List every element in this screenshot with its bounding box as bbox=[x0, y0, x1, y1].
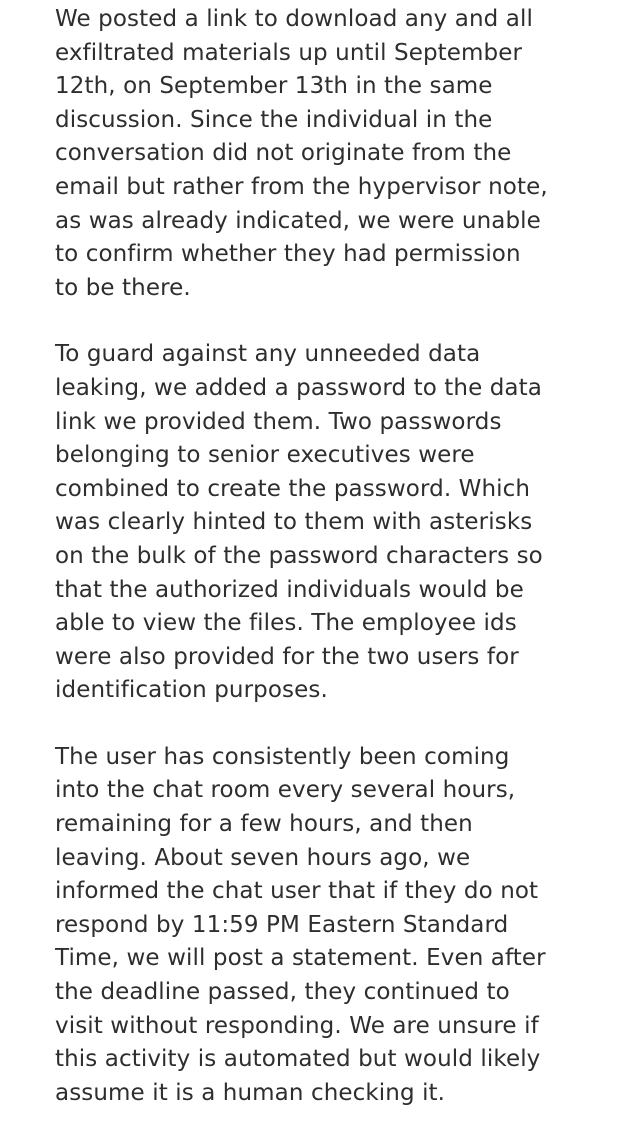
text-line: able to view the files. The employee ids bbox=[55, 610, 517, 637]
text-line: remaining for a few hours, and then bbox=[55, 811, 473, 838]
text-line: to be there. bbox=[55, 274, 191, 301]
text-line: assume it is a human checking it. bbox=[55, 1079, 446, 1106]
text-line: conversation did not originate from the bbox=[55, 140, 512, 167]
text-line: was clearly hinted to them with asterisks bbox=[55, 509, 533, 536]
text-line: leaking, we added a password to the data bbox=[55, 374, 542, 401]
text-line: to confirm whether they had permission bbox=[55, 241, 521, 268]
text-line: identification purposes. bbox=[55, 677, 328, 704]
paragraph-3 bbox=[55, 741, 615, 1111]
paragraph-1 bbox=[55, 3, 615, 305]
text-line: informed the chat user that if they do not bbox=[55, 878, 539, 905]
document-body bbox=[55, 3, 615, 1143]
text-line: We posted a link to download any and all bbox=[55, 6, 533, 32]
text-line: link we provided them. Two passwords bbox=[55, 408, 502, 435]
text-line: 12th, on September 13th in the same bbox=[55, 73, 493, 100]
text-line: visit without responding. We are unsure if bbox=[55, 1012, 539, 1039]
text-line: exfiltrated materials up until September bbox=[55, 39, 523, 66]
text-line: combined to create the password. Which bbox=[55, 475, 531, 502]
text-line: leaving. About seven hours ago, we bbox=[55, 844, 471, 871]
text-line: that the authorized individuals would be bbox=[55, 576, 524, 603]
text-line: Time, we will post a statement. Even after bbox=[55, 945, 546, 972]
text-line: email but rather from the hypervisor note, bbox=[55, 173, 548, 200]
paragraph-2 bbox=[55, 338, 615, 708]
text-line: on the bulk of the password characters so bbox=[55, 542, 543, 569]
text-line: respond by 11:59 PM Eastern Standard bbox=[55, 911, 509, 938]
text-line: were also provided for the two users for bbox=[55, 643, 519, 670]
text-line: The user has consistently been coming bbox=[55, 743, 510, 770]
text-line: discussion. Since the individual in the bbox=[55, 106, 493, 133]
text-line: this activity is automated but would likely bbox=[55, 1046, 541, 1073]
text-line: as was already indicated, we were unable bbox=[55, 207, 541, 234]
text-line: the deadline passed, they continued to bbox=[55, 979, 510, 1006]
text-line: belonging to senior executives were bbox=[55, 442, 475, 469]
text-line: To guard against any unneeded data bbox=[55, 341, 481, 368]
text-line: into the chat room every several hours, bbox=[55, 777, 516, 804]
